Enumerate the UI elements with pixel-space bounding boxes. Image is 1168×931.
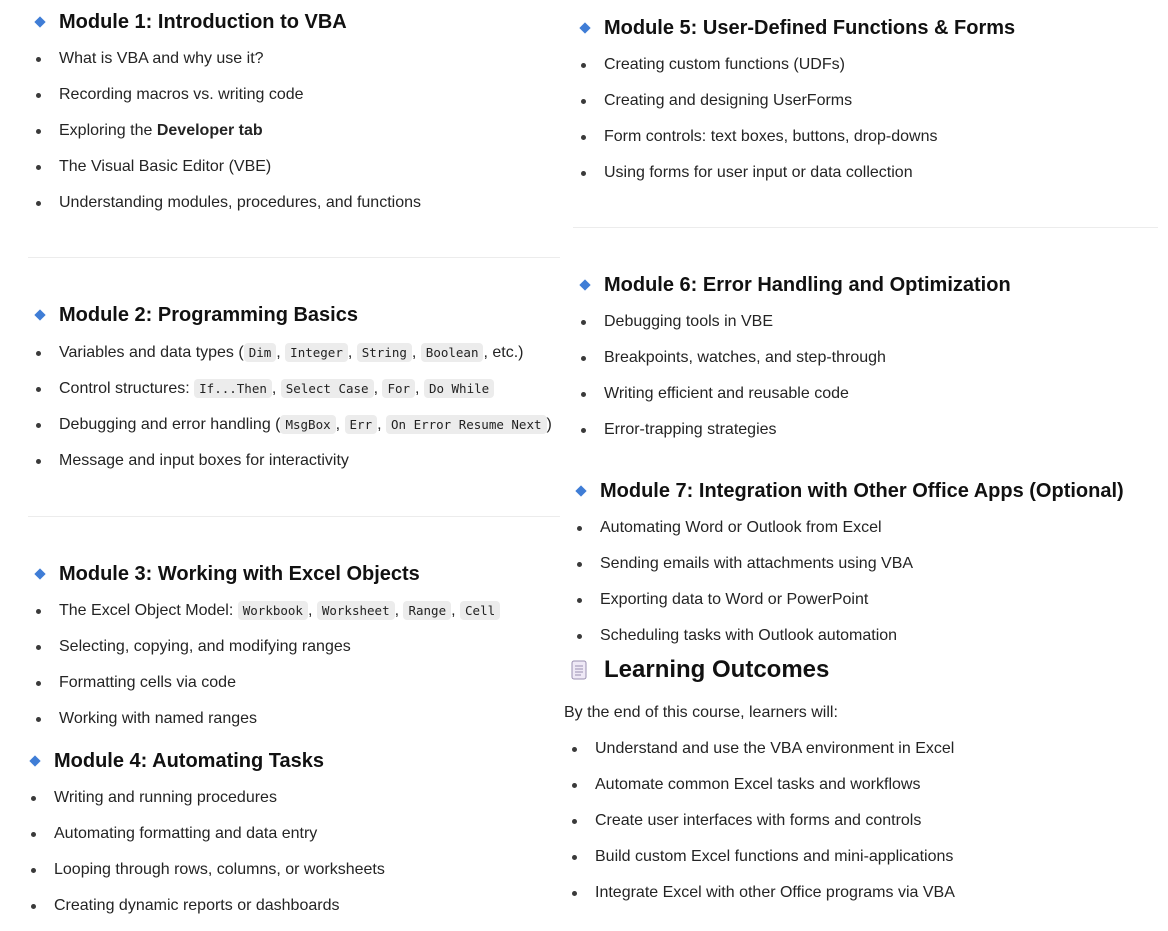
bullet-icon [581,356,586,361]
bullet-icon [581,135,586,140]
bullet-icon [572,855,577,860]
outcome-text: Create user interfaces with forms and controls [595,812,922,829]
divider [28,516,560,517]
text-segment: The Excel Object Model: [59,602,238,619]
diamond-bullet-icon [34,16,45,27]
list-item [36,593,500,629]
bullet-icon [581,171,586,176]
list-item [577,546,913,582]
list-item-text: Creating custom functions (UDFs) [604,56,845,73]
diamond-bullet-icon [29,755,40,766]
list-item-text: Sending emails with attachments using VBA [600,555,914,572]
bullet-icon [572,819,577,824]
list-item [36,701,500,737]
diamond-bullet-icon [34,309,45,320]
module-3-header [36,560,420,588]
list-item-text: Using forms for user input or data collection [604,164,913,181]
list-item [31,780,385,816]
module-1-header [36,8,347,36]
bullet-icon [577,598,582,603]
list-item [36,41,421,77]
list-item [36,149,421,185]
bullet-icon [581,99,586,104]
module-4-header [31,747,324,775]
list-item-text: The Visual Basic Editor (VBE) [59,158,272,175]
module-title: Module 7: Integration with Other Office Apps (Optional) [600,479,1124,502]
module-3-list [36,593,500,737]
list-item [572,803,955,839]
bullet-icon [31,832,36,837]
code-token: Dim [244,343,277,362]
text-segment: Debugging and error handling ( [59,416,281,433]
diamond-bullet-icon [34,568,45,579]
bullet-icon [36,459,41,464]
list-item-text: Looping through rows, columns, or worksheets [54,861,385,878]
code-token: Range [403,601,451,620]
list-item [577,618,913,654]
list-item [581,47,937,83]
module-title: Module 6: Error Handling and Optimization [604,273,1011,296]
list-item [572,875,955,911]
bullet-icon [36,129,41,134]
module-6-list [581,304,886,448]
list-item-text: Exporting data to Word or PowerPoint [600,591,869,608]
outcome-text: Integrate Excel with other Office programs via VBA [595,884,955,901]
list-item [36,77,421,113]
code-token: Cell [460,601,500,620]
code-token: If...Then [194,379,272,398]
text-segment: Variables and data types ( [59,344,244,361]
list-item [581,155,937,191]
module-title: Module 5: User-Defined Functions & Forms [604,16,1016,39]
code-token: Err [345,415,378,434]
text-segment: , etc.) [483,344,524,361]
list-item [581,376,886,412]
list-item-text: Creating and designing UserForms [604,92,853,109]
bullet-icon [581,320,586,325]
module-4-list [31,780,385,924]
code-token: MsgBox [280,415,335,434]
list-item-text: The Excel Object Model: Workbook , Worksheet , Range , Cell [59,602,500,620]
module-5-header [581,14,1015,42]
bullet-icon [581,392,586,397]
list-item [572,839,955,875]
bullet-icon [36,681,41,686]
diamond-bullet-icon [575,485,586,496]
outcomes-header [570,654,829,686]
list-item-text [59,122,263,140]
bullet-icon [572,747,577,752]
code-token: Workbook [238,601,308,620]
text-segment: Exploring the [59,122,157,139]
list-item [577,510,913,546]
bullet-icon [36,165,41,170]
list-item [36,665,500,701]
bullet-icon [581,63,586,68]
list-item-text: Message and input boxes for interactivity [59,452,349,469]
text-segment: Control structures: [59,380,195,397]
list-item [581,340,886,376]
list-item [581,304,886,340]
bold-text: Developer tab [156,122,263,139]
list-item [581,412,886,448]
list-item-text: Breakpoints, watches, and step-through [604,349,886,366]
list-item-text: Scheduling tasks with Outlook automation [600,627,898,644]
list-item-text: Understanding modules, procedures, and functions [59,194,421,211]
list-item [581,83,937,119]
list-item [577,582,913,618]
bullet-icon [31,904,36,909]
code-token: String [357,343,412,362]
outcome-text: Understand and use the VBA environment in Excel [595,740,955,757]
module-5-list [581,47,937,191]
list-item [36,443,552,479]
bullet-icon [577,526,582,531]
bullet-icon [36,645,41,650]
list-item [36,407,552,443]
code-token: Worksheet [317,601,395,620]
list-item [572,731,955,767]
list-item-text: Selecting, copying, and modifying ranges [59,638,351,655]
list-item-text: Debugging tools in VBE [604,313,773,330]
list-item [31,816,385,852]
bullet-icon [36,717,41,722]
outcomes-title: Learning Outcomes [604,656,830,683]
code-token: Integer [285,343,348,362]
list-item-text: Debugging and error handling ( MsgBox , Err , On Error Resume Next ) [59,416,552,433]
list-item-text: Creating dynamic reports or dashboards [54,897,340,914]
bullet-icon [36,57,41,62]
list-item-text: Writing efficient and reusable code [604,385,849,402]
bullet-icon [31,868,36,873]
bullet-icon [36,93,41,98]
bullet-icon [36,201,41,206]
code-token: On Error Resume Next [386,415,547,434]
list-item [36,185,421,221]
list-item-text: Automating formatting and data entry [54,825,318,842]
list-item-text: Control structures: If...Then , Select Case , For , Do While [59,380,494,398]
divider [28,257,560,258]
text-segment: ) [546,416,552,433]
bullet-icon [572,783,577,788]
module-title: Module 1: Introduction to VBA [59,10,347,33]
bullet-icon [577,562,582,567]
module-title: Module 2: Programming Basics [59,303,358,326]
bullet-icon [572,891,577,896]
list-item [581,119,937,155]
bullet-icon [36,609,41,614]
bullet-icon [36,423,41,428]
divider [573,227,1158,228]
bullet-icon [31,796,36,801]
module-title: Module 3: Working with Excel Objects [59,562,420,585]
scroll-icon [570,659,588,681]
list-item [36,629,500,665]
list-item-text: Error-trapping strategies [604,421,777,438]
code-token: Do While [424,379,494,398]
list-item-text: Automating Word or Outlook from Excel [600,519,882,536]
module-7-list [577,510,913,654]
list-item [36,113,421,149]
module-2-header [36,301,358,329]
bullet-icon [581,428,586,433]
module-1-list [36,41,421,221]
list-item [36,371,552,407]
bullet-icon [577,634,582,639]
outcome-text: Build custom Excel functions and mini-applications [595,848,954,865]
list-item-text: What is VBA and why use it? [59,50,264,67]
diamond-bullet-icon [579,279,590,290]
module-7-header [577,477,1124,505]
outcomes-intro: By the end of this course, learners will: [564,704,838,721]
list-item [31,888,385,924]
list-item-text: Formatting cells via code [59,674,236,691]
code-token: Boolean [421,343,484,362]
bullet-icon [36,387,41,392]
list-item-text: Recording macros vs. writing code [59,86,304,103]
module-2-list [36,335,552,479]
diamond-bullet-icon [579,22,590,33]
outcomes-list [572,731,955,911]
list-item-text: Form controls: text boxes, buttons, drop-downs [604,128,938,145]
list-item-text: Variables and data types ( Dim , Integer , String , Boolean , etc.) [59,344,524,361]
list-item-text: Working with named ranges [59,710,258,727]
bullet-icon [36,351,41,356]
list-item [572,767,955,803]
module-6-header [581,271,1011,299]
list-item [31,852,385,888]
code-token: Select Case [281,379,374,398]
module-title: Module 4: Automating Tasks [54,749,325,772]
code-token: For [382,379,415,398]
list-item [36,335,552,371]
outcome-text: Automate common Excel tasks and workflows [595,776,921,793]
list-item-text: Writing and running procedures [54,789,277,806]
